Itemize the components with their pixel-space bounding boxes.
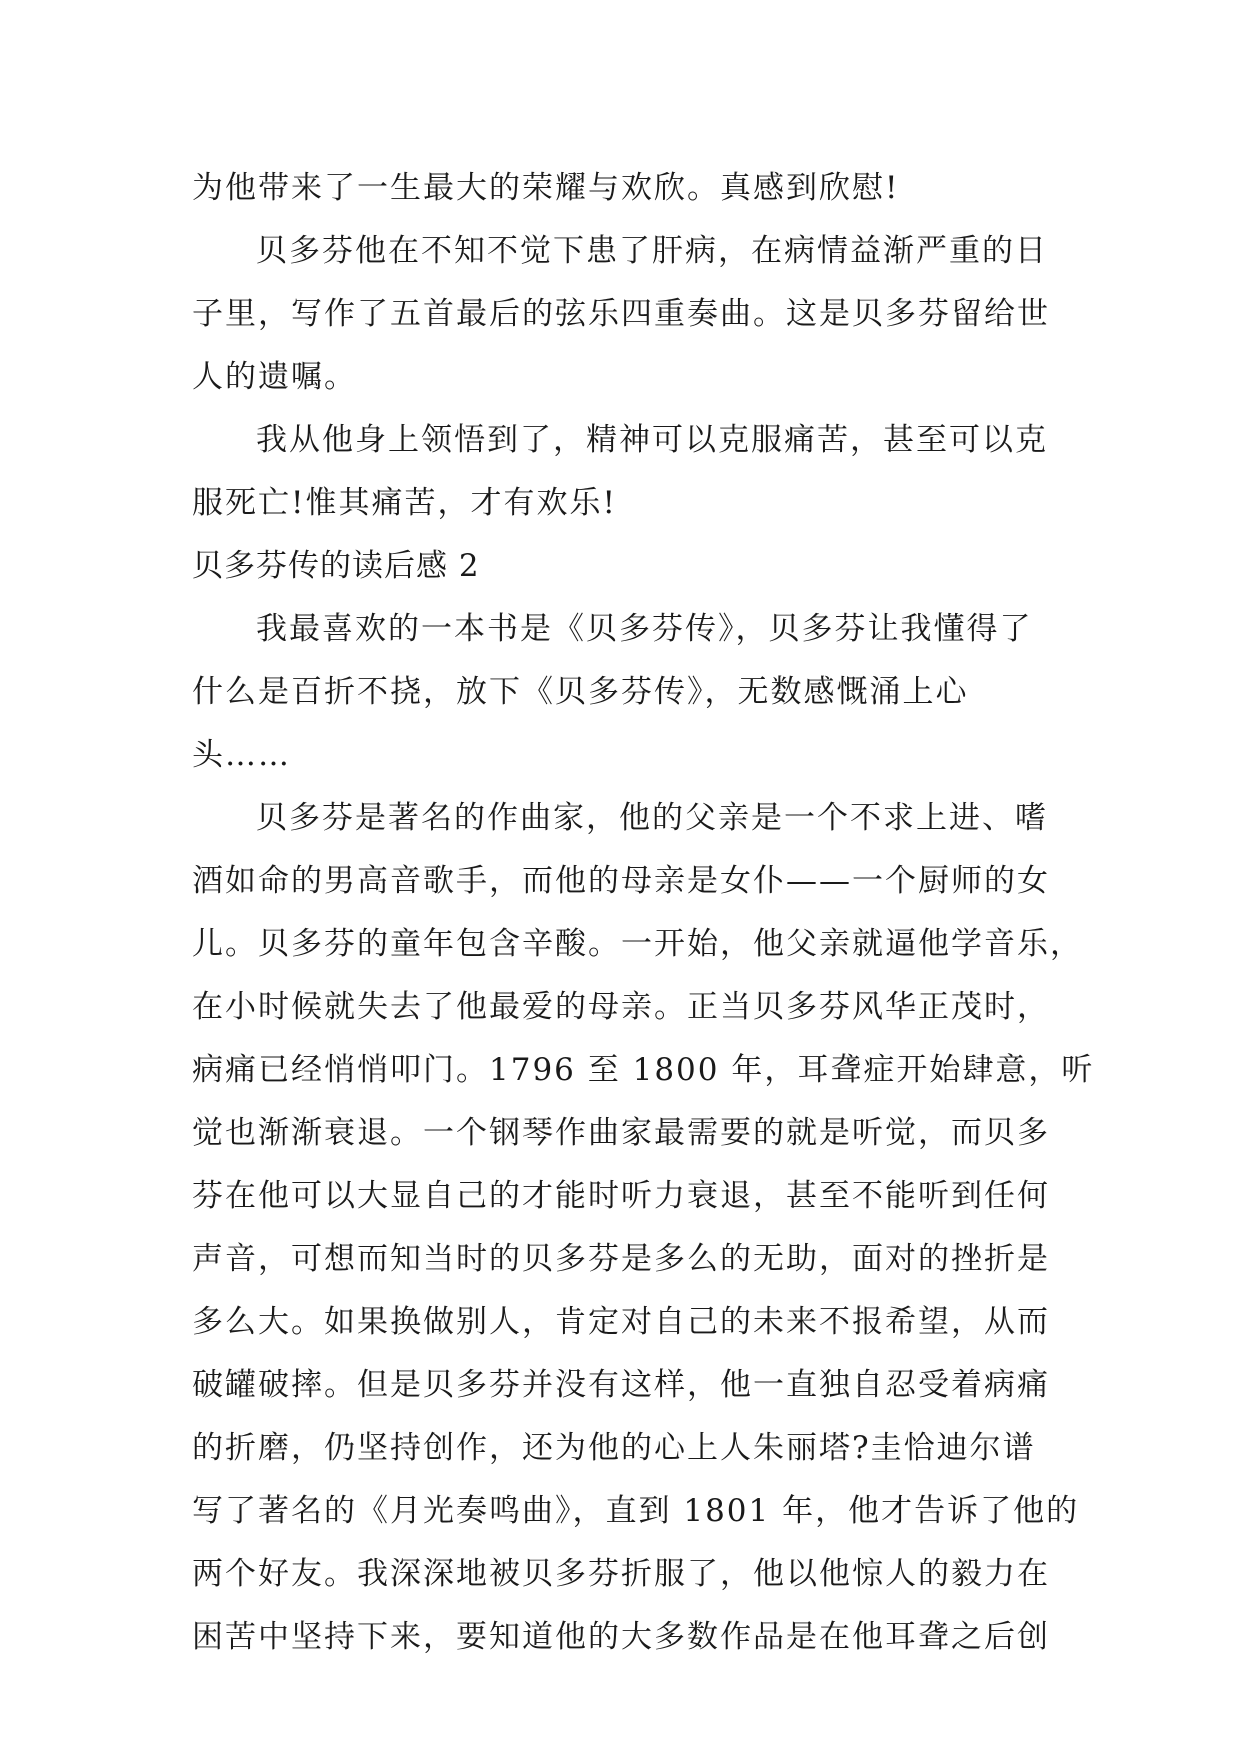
- text-line: 破罐破摔。但是贝多芬并没有这样，他一直独自忍受着病痛: [192, 1367, 1050, 1403]
- text-line: 芬在他可以大显自己的才能时听力衰退，甚至不能听到任何: [192, 1178, 1050, 1214]
- text-line: 子里，写作了五首最后的弦乐四重奏曲。这是贝多芬留给世: [192, 296, 1050, 332]
- text-line: 为他带来了一生最大的荣耀与欢欣。真感到欣慰!: [192, 170, 900, 206]
- text-line: 儿。贝多芬的童年包含辛酸。一开始，他父亲就逼他学音乐，: [192, 926, 1083, 962]
- text-line: 在小时候就失去了他最爱的母亲。正当贝多芬风华正茂时，: [192, 989, 1050, 1025]
- text-line: 什么是百折不挠，放下《贝多芬传》，无数感慨涌上心: [192, 674, 969, 710]
- paragraph-first-line: 我从他身上领悟到了，精神可以克服痛苦，甚至可以克: [256, 422, 1048, 458]
- text-line: 酒如命的男高音歌手，而他的母亲是女仆——一个厨师的女: [192, 863, 1050, 899]
- text-line: 病痛已经悄悄叩门。1796 至 1800 年，耳聋症开始肆意，听: [192, 1052, 1095, 1088]
- document-body: [192, 157, 1095, 1669]
- text-line: 服死亡!惟其痛苦，才有欢乐!: [192, 485, 617, 521]
- text-line: 困苦中坚持下来，要知道他的大多数作品是在他耳聋之后创: [192, 1619, 1050, 1655]
- paragraph-first-line: 贝多芬他在不知不觉下患了肝病，在病情益渐严重的日: [256, 233, 1048, 269]
- text-line: 人的遗嘱。: [192, 359, 357, 395]
- text-line: 写了著名的《月光奏鸣曲》，直到 1801 年，他才告诉了他的: [192, 1493, 1080, 1529]
- text-line: 多么大。如果换做别人，肯定对自己的未来不报希望，从而: [192, 1304, 1050, 1340]
- text-line: 的折磨，仍坚持创作，还为他的心上人朱丽塔?圭恰迪尔谱: [192, 1430, 1036, 1466]
- text-line: 声音，可想而知当时的贝多芬是多么的无助，面对的挫折是: [192, 1241, 1050, 1277]
- text-line: 觉也渐渐衰退。一个钢琴作曲家最需要的就是听觉，而贝多: [192, 1115, 1050, 1151]
- paragraph-first-line: 我最喜欢的一本书是《贝多芬传》，贝多芬让我懂得了: [256, 611, 1033, 647]
- paragraph-first-line: 贝多芬是著名的作曲家，他的父亲是一个不求上进、嗜: [256, 800, 1048, 836]
- text-line: 头……: [192, 737, 291, 773]
- section-heading: 贝多芬传的读后感 2: [192, 548, 480, 584]
- text-line: 两个好友。我深深地被贝多芬折服了，他以他惊人的毅力在: [192, 1556, 1050, 1592]
